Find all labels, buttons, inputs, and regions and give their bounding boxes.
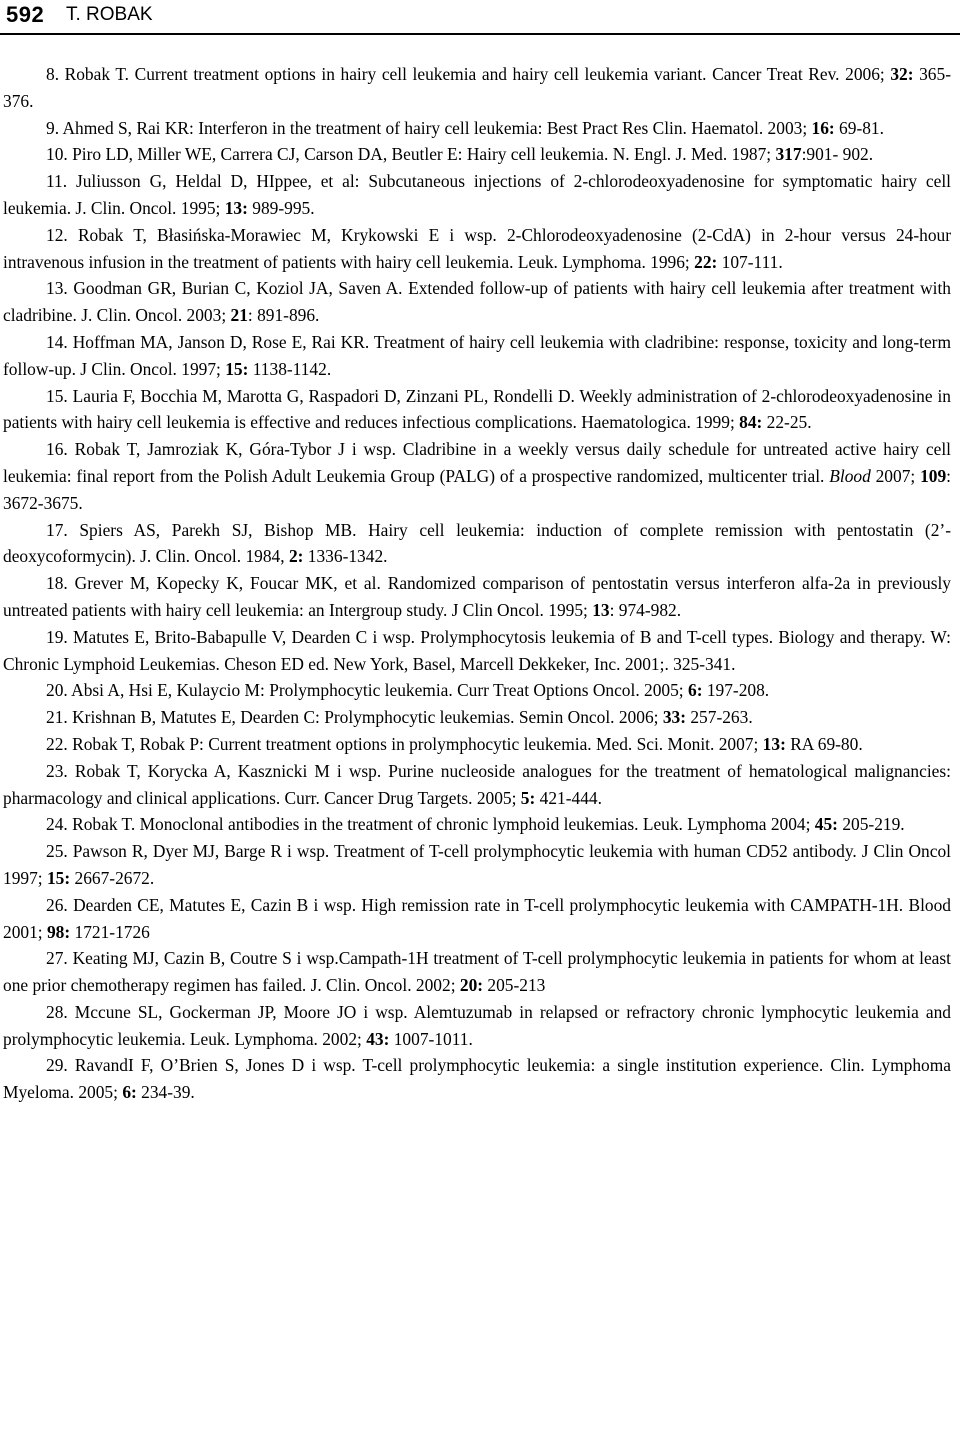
reference-body: Alemtuzumab in relapsed or refractory chronic lymphocytic leukemia and prolymphocytic leukemia. Leuk. Lymphoma. 2002;: [3, 1001, 951, 1049]
reference-body-cont: 2007;: [870, 465, 921, 486]
page-header: [0, 0, 960, 36]
reference-volume: 15:: [46, 867, 71, 888]
reference-number: 24.: [46, 814, 68, 835]
reference-item: [3, 141, 951, 168]
running-title: T. ROBAK: [66, 4, 153, 25]
reference-pages: 69-81.: [834, 117, 884, 138]
reference-list: [3, 61, 951, 1106]
reference-item: [3, 61, 951, 115]
reference-pages: 107-111.: [717, 251, 783, 272]
reference-number: 12.: [46, 224, 68, 245]
reference-number: 20.: [46, 680, 68, 701]
reference-item: [3, 624, 951, 678]
reference-pages: 197-208.: [702, 680, 770, 701]
reference-item: [3, 168, 951, 222]
reference-pages: 1007-1011.: [389, 1028, 473, 1049]
reference-number: 9.: [46, 117, 60, 138]
reference-item: [3, 811, 951, 838]
reference-authors: Dearden CE, Matutes E, Cazin B i wsp.: [73, 894, 357, 915]
reference-authors: Spiers AS, Parekh SJ, Bishop MB.: [79, 519, 357, 540]
reference-authors: Krishnan B, Matutes E, Dearden C:: [72, 707, 320, 728]
reference-body: Purine nucleoside analogues for the treatment of hematological malignancies: pharmacology and clinical applications. Curr. Cancer Drug Targets. 2005;: [3, 760, 951, 808]
reference-body: Interferon in the treatment of hairy cell leukemia: Best Pract Res Clin. Haematol. 2003;: [193, 117, 812, 138]
reference-authors: Ahmed S, Rai KR:: [62, 117, 194, 138]
reference-authors: Grever M, Kopecky K, Foucar MK, et al.: [74, 573, 381, 594]
reference-pages: 989-995.: [247, 197, 315, 218]
reference-authors: Absi A, Hsi E, Kulaycio M:: [71, 680, 265, 701]
reference-pages: 365-376.: [3, 64, 951, 111]
reference-item: [3, 517, 951, 571]
reference-body: Randomized comparison of pentostatin versus interferon alfa-2a in previously untreated patients with hairy cell leukemia: an Intergroup study. J Clin Oncol. 1995;: [3, 573, 951, 620]
reference-body: Treatment of hairy cell leukemia with cladribine: response, toxicity and long-term follow-up. J Clin. Oncol. 1997;: [3, 331, 951, 379]
reference-item: [3, 758, 951, 812]
reference-pages: 1138-1142.: [248, 358, 332, 379]
reference-body: Current treatment options in hairy cell leukemia and hairy cell leukemia variant. Cancer Treat Rev. 2006;: [129, 64, 891, 84]
reference-volume: 45:: [814, 814, 838, 835]
reference-body: Prolymphocytic leukemias. Semin Oncol. 2006;: [319, 707, 663, 728]
reference-pages: 234-39.: [136, 1082, 195, 1103]
reference-body: Hairy cell leukemia. N. Engl. J. Med. 1987;: [462, 144, 776, 165]
reference-body: Current treatment options in prolymphocytic leukemia. Med. Sci. Monit. 2007;: [203, 733, 763, 754]
reference-authors: Robak T, Robak P:: [72, 733, 204, 754]
reference-pages: 257-263.: [686, 707, 753, 728]
reference-number: 8.: [46, 64, 60, 84]
reference-authors: Robak T.: [72, 814, 136, 835]
header-rule: [0, 33, 960, 35]
reference-pages: : 3672-3675.: [3, 465, 952, 513]
reference-pages: : 974-982.: [609, 599, 682, 620]
reference-volume: 16:: [811, 117, 835, 138]
reference-authors: Mccune SL, Gockerman JP, Moore JO i wsp.: [74, 1001, 408, 1022]
reference-volume: 32:: [890, 64, 914, 84]
reference-pages: 2667-2672.: [70, 867, 155, 888]
reference-number: 14.: [46, 331, 68, 352]
reference-body: Extended follow-up of patients with hairy cell leukemia after treatment with cladribine. J. Clin. Oncol. 2003;: [3, 278, 951, 326]
reference-volume: 22:: [694, 251, 718, 272]
reference-number: 11.: [46, 171, 68, 192]
reference-volume: 5:: [520, 787, 536, 808]
reference-volume: 109: [920, 465, 947, 486]
reference-item: [3, 677, 951, 704]
reference-number: 15.: [46, 385, 68, 406]
reference-authors: Hoffman MA, Janson D, Rose E, Rai KR.: [72, 331, 370, 352]
reference-authors: Robak T.: [64, 64, 130, 84]
reference-body: High remission rate in T-cell prolymphocytic leukemia with CAMPATH-1H. Blood 2001;: [3, 894, 951, 942]
reference-body: T-cell prolymphocytic leukemia: a single institution experience. Clin. Lymphoma Myeloma. 2005;: [3, 1055, 951, 1103]
reference-body: Treatment of T-cell prolymphocytic leukemia with human CD52 antibody. J Clin Oncol 1997;: [3, 841, 951, 888]
reference-item: [3, 570, 951, 624]
reference-authors: Pawson R, Dyer MJ, Barge R i wsp.: [72, 841, 330, 862]
reference-number: 19.: [46, 626, 68, 647]
reference-volume: 13:: [224, 197, 248, 218]
reference-pages: RA 69-80.: [785, 733, 863, 754]
reference-body: Hairy cell leukemia: induction of complete remission with pentostatin (2’-deoxycoformycin). J. Clin. Oncol. 1984,: [3, 519, 951, 567]
reference-number: 22.: [46, 733, 68, 754]
reference-journal: Blood: [829, 465, 871, 486]
reference-body: Campath-1H treatment of T-cell prolymphocytic leukemia in patients for whom at least one prior chemotherapy regimen has failed. J. Clin. Oncol. 2002;: [3, 948, 951, 996]
reference-pages: 421-444.: [535, 787, 602, 808]
reference-body: Weekly administration of 2-chlorodeoxyadenosine in patients with hairy cell leukemia is effective and reduces infectious complications. Haematologica. 1999;: [3, 385, 951, 433]
reference-item: [3, 329, 951, 383]
reference-volume: 20:: [459, 975, 484, 996]
reference-pages: 22-25.: [762, 412, 812, 433]
reference-item: [3, 1052, 951, 1106]
reference-pages: 1721-1726: [70, 921, 150, 942]
reference-pages: :901- 902.: [801, 144, 874, 165]
reference-item: [3, 436, 951, 516]
reference-authors: Matutes E, Brito-Babapulle V, Dearden C i wsp.: [73, 626, 416, 647]
reference-item: [3, 275, 951, 329]
reference-item: [3, 704, 951, 731]
reference-authors: Robak T, Jamroziak K, Góra-Tybor J i wsp.: [74, 439, 396, 460]
reference-authors: Piro LD, Miller WE, Carrera CJ, Carson DA, Beutler E:: [72, 144, 463, 165]
reference-authors: Lauria F, Bocchia M, Marotta G, Raspadori D, Zinzani PL, Rondelli D.: [72, 385, 575, 406]
reference-authors: Keating MJ, Cazin B, Coutre S i wsp.: [72, 948, 339, 969]
reference-authors: RavandI F, O’Brien S, Jones D i wsp.: [74, 1055, 356, 1076]
reference-volume: 6:: [122, 1082, 137, 1103]
reference-pages: : 891-896.: [247, 305, 320, 326]
reference-item: [3, 999, 951, 1053]
reference-number: 29.: [46, 1055, 68, 1076]
reference-item: [3, 383, 951, 437]
reference-body: Subcutaneous injections of 2-chlorodeoxyadenosine for symptomatic hairy cell leukemia. J. Clin. Oncol. 1995;: [3, 171, 952, 218]
reference-body: Monoclonal antibodies in the treatment of chronic lymphoid leukemias. Leuk. Lymphoma 2004;: [135, 814, 815, 835]
reference-volume: 13:: [762, 733, 786, 754]
reference-pages: 1336-1342.: [303, 546, 388, 567]
reference-volume: 98:: [46, 921, 71, 942]
reference-number: 17.: [46, 519, 68, 540]
reference-number: 13.: [46, 278, 68, 299]
reference-number: 27.: [46, 948, 68, 969]
reference-number: 16.: [46, 439, 68, 460]
reference-item: [3, 222, 951, 276]
reference-body: Cladribine in a weekly versus daily schedule for untreated active hairy cell leukemia: final report from the Polish Adult Leukemia Group (PALG) of a prospective randomized, multicenter trial.: [3, 439, 951, 486]
reference-number: 18.: [46, 573, 68, 594]
reference-body: Prolymphocytic leukemia. Curr Treat Options Oncol. 2005;: [264, 680, 688, 701]
reference-body: 2-Chlorodeoxyadenosine (2-CdA) in 2-hour versus 24-hour intravenous infusion in the treatment of patients with hairy cell leukemia. Leuk. Lymphoma. 1996;: [3, 224, 951, 272]
reference-body: Prolymphocytosis leukemia of B and T-cell types. Biology and therapy. W: Chronic Lymphoid Leukemias. Cheson ED ed. New York, Basel, Marcell Dekkeker, Inc. 2001;. 325-341.: [3, 626, 951, 674]
reference-number: 28.: [46, 1001, 68, 1022]
reference-item: [3, 115, 951, 142]
reference-item: [3, 838, 951, 892]
reference-volume: 2:: [288, 546, 304, 567]
reference-volume: 6:: [688, 680, 703, 701]
reference-item: [3, 945, 951, 999]
reference-authors: Robak T, Korycka A, Kasznicki M i wsp.: [74, 760, 382, 781]
reference-item: [3, 731, 951, 758]
reference-volume: 84:: [739, 412, 763, 433]
reference-volume: 33:: [662, 707, 687, 728]
reference-number: 21.: [46, 707, 68, 728]
reference-number: 25.: [46, 841, 68, 862]
reference-pages: 205-213: [483, 975, 546, 996]
reference-volume: 13: [592, 599, 610, 620]
reference-number: 10.: [46, 144, 68, 165]
reference-volume: 15:: [225, 358, 249, 379]
reference-authors: Goodman GR, Burian C, Koziol JA, Saven A.: [73, 278, 403, 299]
reference-item: [3, 892, 951, 946]
reference-pages: 205-219.: [837, 814, 905, 835]
reference-volume: 43:: [366, 1028, 390, 1049]
reference-volume: 21: [230, 305, 248, 326]
reference-number: 26.: [46, 894, 68, 915]
reference-authors: Juliusson G, Heldal D, HIppee, et al:: [75, 171, 360, 192]
reference-authors: Robak T, Błasińska-Morawiec M, Krykowski E i wsp.: [77, 224, 497, 245]
reference-volume: 317: [775, 144, 802, 165]
page-number: 592: [6, 2, 45, 27]
reference-number: 23.: [46, 760, 68, 781]
